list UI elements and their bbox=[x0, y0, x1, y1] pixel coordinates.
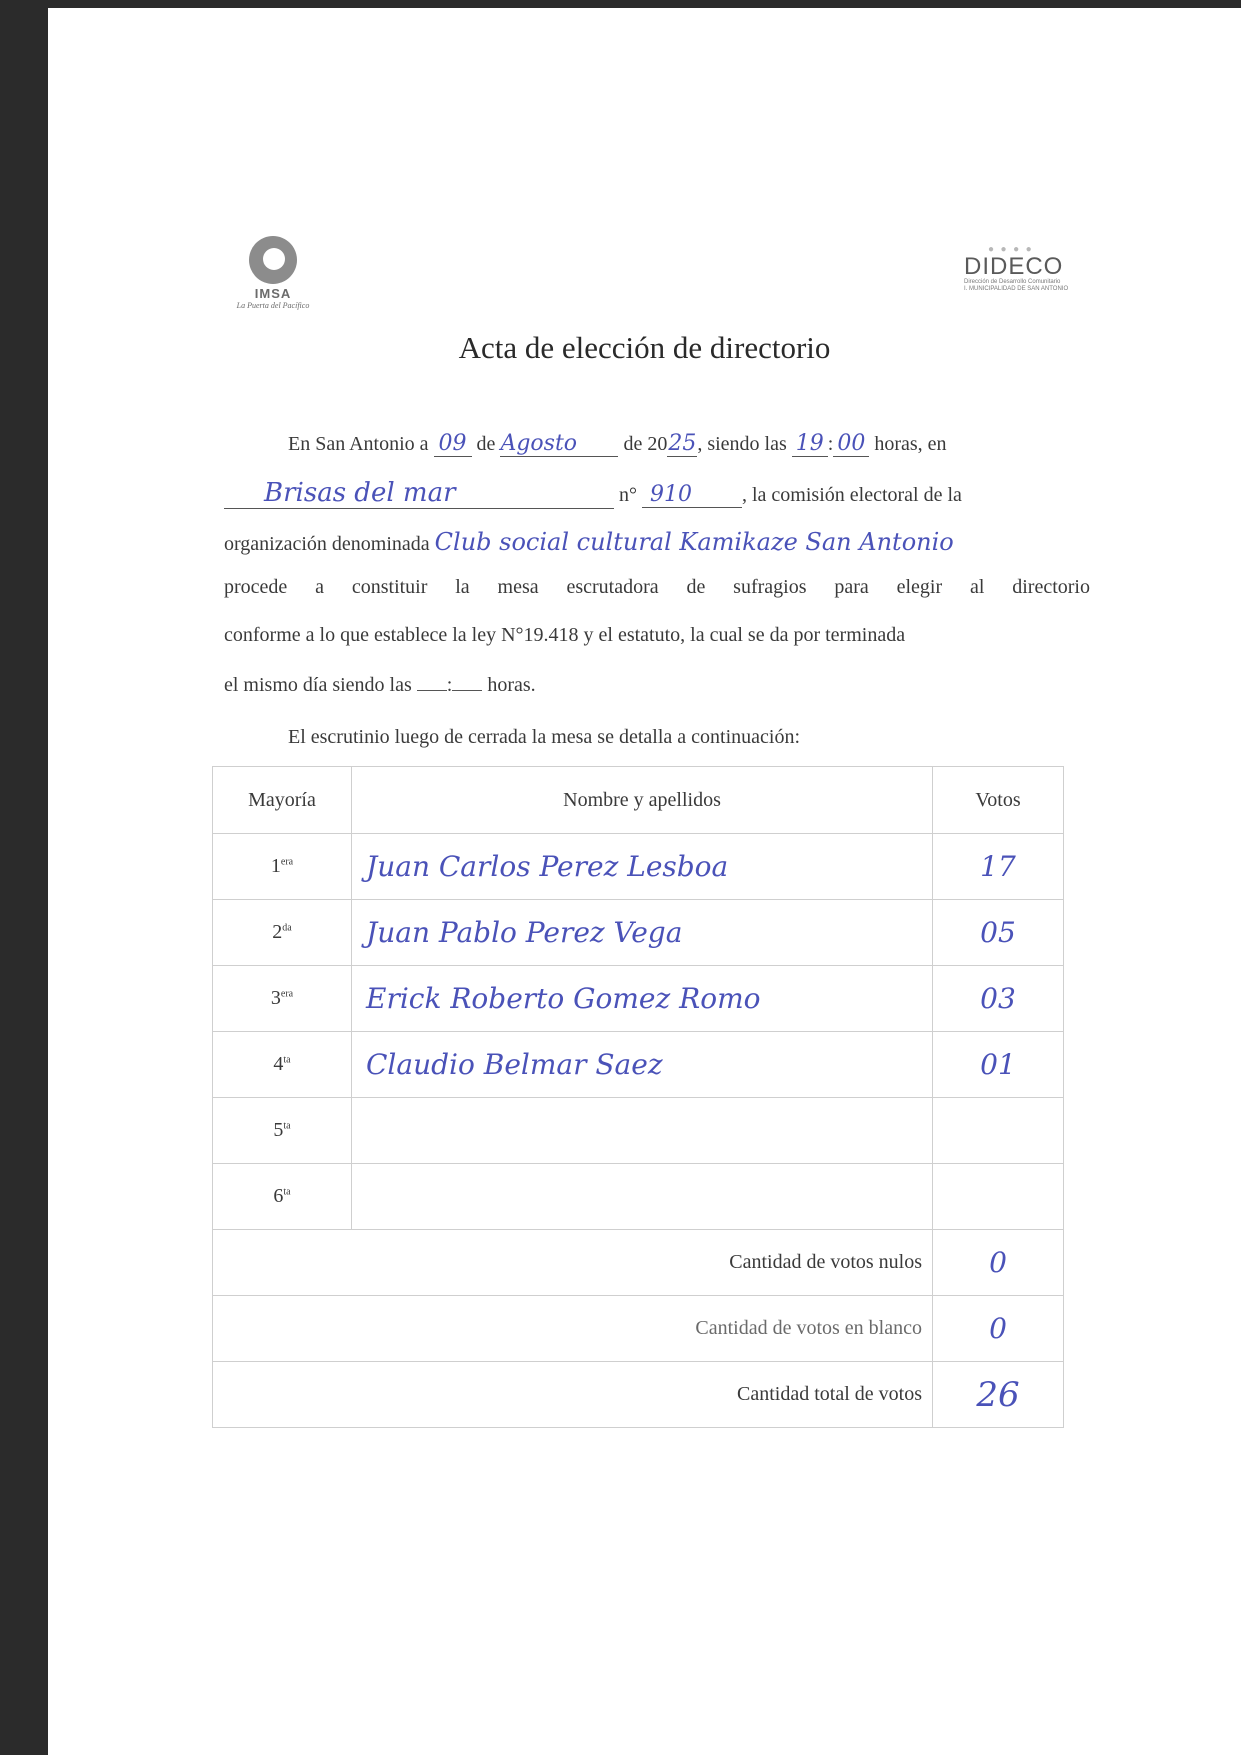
table-row bbox=[213, 834, 1064, 900]
dideco-dots-icon: ● ● ● ● bbox=[988, 244, 1034, 255]
field-month: Agosto bbox=[500, 431, 618, 457]
row-name: Juan Carlos Perez Lesboa bbox=[352, 834, 933, 900]
row-name bbox=[352, 1164, 933, 1230]
document-title: Acta de elección de directorio bbox=[458, 330, 831, 365]
rank-suffix: ta bbox=[283, 1120, 291, 1132]
table-row bbox=[213, 1164, 1064, 1230]
paragraph-line-6: el mismo día siendo las : horas. bbox=[224, 674, 536, 696]
header-nombre: Nombre y apellidos bbox=[352, 767, 933, 834]
text-en-san-antonio: En San Antonio a bbox=[288, 433, 429, 455]
header-mayoria: Mayoría bbox=[213, 767, 352, 834]
text-de: de bbox=[476, 433, 496, 455]
row-votes: 01 bbox=[933, 1032, 1064, 1098]
row-name: Erick Roberto Gomez Romo bbox=[352, 966, 933, 1032]
blank-end-hour bbox=[417, 690, 447, 691]
row-votes: 05 bbox=[933, 900, 1064, 966]
imsa-logo-name: IMSA bbox=[254, 286, 292, 301]
field-street: Brisas del mar bbox=[224, 478, 614, 509]
paragraph-line-7: El escrutinio luego de cerrada la mesa se detalla a continuación: bbox=[288, 726, 801, 748]
header-votos: Votos bbox=[933, 767, 1064, 834]
table-row bbox=[213, 900, 1064, 966]
text-horas-en: horas, en bbox=[874, 433, 947, 455]
table-header-row bbox=[213, 767, 1064, 834]
paragraph-line-4: procede a constituir la mesa escrutadora de sufragios para elegir al directorio bbox=[224, 576, 1090, 598]
row-name: Claudio Belmar Saez bbox=[352, 1032, 933, 1098]
text-el-mismo-dia: el mismo día siendo las bbox=[224, 674, 412, 696]
imsa-logo-motto: La Puerta del Pacífico bbox=[236, 301, 310, 310]
dideco-logo-sub1: Dirección de Desarrollo Comunitario bbox=[964, 279, 1061, 285]
text-de-20: de 20 bbox=[623, 433, 668, 455]
text-comision-electoral: , la comisión electoral de la bbox=[742, 484, 962, 506]
imsa-emblem-icon bbox=[249, 236, 297, 284]
votes-table bbox=[212, 766, 1064, 1428]
document-page bbox=[48, 8, 1241, 1755]
rank-number: 3 bbox=[270, 987, 281, 1009]
field-org-name: Club social cultural Kamikaze San Antonio bbox=[434, 528, 954, 556]
label-votos-nulos: Cantidad de votos nulos bbox=[213, 1230, 933, 1296]
rank-number: 5 bbox=[273, 1119, 284, 1141]
rank-number: 6 bbox=[273, 1185, 284, 1207]
rank-suffix: da bbox=[282, 922, 292, 934]
row-votes: 17 bbox=[933, 834, 1064, 900]
table-row bbox=[213, 966, 1064, 1032]
row-name: Juan Pablo Perez Vega bbox=[352, 900, 933, 966]
rank-suffix: ta bbox=[283, 1054, 291, 1066]
text-colon: : bbox=[827, 433, 834, 455]
dideco-logo bbox=[928, 244, 1088, 314]
row-name bbox=[352, 1098, 933, 1164]
paragraph-line-3 bbox=[224, 528, 954, 556]
paragraph-line-2 bbox=[224, 478, 962, 509]
row-votes bbox=[933, 1164, 1064, 1230]
label-total-votos: Cantidad total de votos bbox=[213, 1362, 933, 1428]
field-year: 25 bbox=[668, 431, 697, 456]
row-rank bbox=[213, 900, 352, 966]
row-votes bbox=[933, 1098, 1064, 1164]
label-votos-blanco: Cantidad de votos en blanco bbox=[213, 1296, 933, 1362]
paragraph-line-1 bbox=[288, 431, 947, 457]
rank-suffix: ta bbox=[283, 1186, 291, 1198]
rank-suffix: era bbox=[280, 856, 294, 868]
table-row bbox=[213, 1032, 1064, 1098]
dideco-logo-sub2: I. MUNICIPALIDAD DE SAN ANTONIO bbox=[964, 286, 1069, 292]
value-votos-blanco: 0 bbox=[933, 1296, 1064, 1362]
field-number: 910 bbox=[642, 482, 742, 508]
table-row bbox=[213, 1098, 1064, 1164]
row-rank bbox=[213, 966, 352, 1032]
imsa-logo bbox=[218, 236, 328, 328]
rank-number: 2 bbox=[272, 921, 283, 943]
text-n-label: n° bbox=[619, 484, 637, 506]
summary-row-blanco bbox=[213, 1296, 1064, 1362]
row-votes: 03 bbox=[933, 966, 1064, 1032]
paragraph-line-5: conforme a lo que establece la ley N°19.418 y el estatuto, la cual se da por terminada bbox=[224, 624, 906, 646]
text-horas: horas. bbox=[487, 674, 536, 696]
summary-row-nulos bbox=[213, 1230, 1064, 1296]
field-minute: 00 bbox=[833, 431, 869, 457]
field-hour: 19 bbox=[792, 431, 828, 457]
field-day: 09 bbox=[434, 431, 472, 457]
text-siendo-las: , siendo las bbox=[697, 433, 787, 455]
rank-suffix: era bbox=[280, 988, 294, 1000]
value-votos-nulos: 0 bbox=[933, 1230, 1064, 1296]
text-organizacion-denominada: organización denominada bbox=[224, 533, 430, 555]
rank-number: 4 bbox=[273, 1053, 284, 1075]
rank-number: 1 bbox=[270, 855, 281, 877]
value-total-votos: 26 bbox=[933, 1362, 1064, 1428]
row-rank bbox=[213, 1032, 352, 1098]
blank-end-minute bbox=[452, 690, 482, 691]
row-rank bbox=[213, 834, 352, 900]
row-rank bbox=[213, 1098, 352, 1164]
row-rank bbox=[213, 1164, 352, 1230]
dideco-logo-name: DIDECO bbox=[964, 253, 1064, 280]
summary-row-total bbox=[213, 1362, 1064, 1428]
